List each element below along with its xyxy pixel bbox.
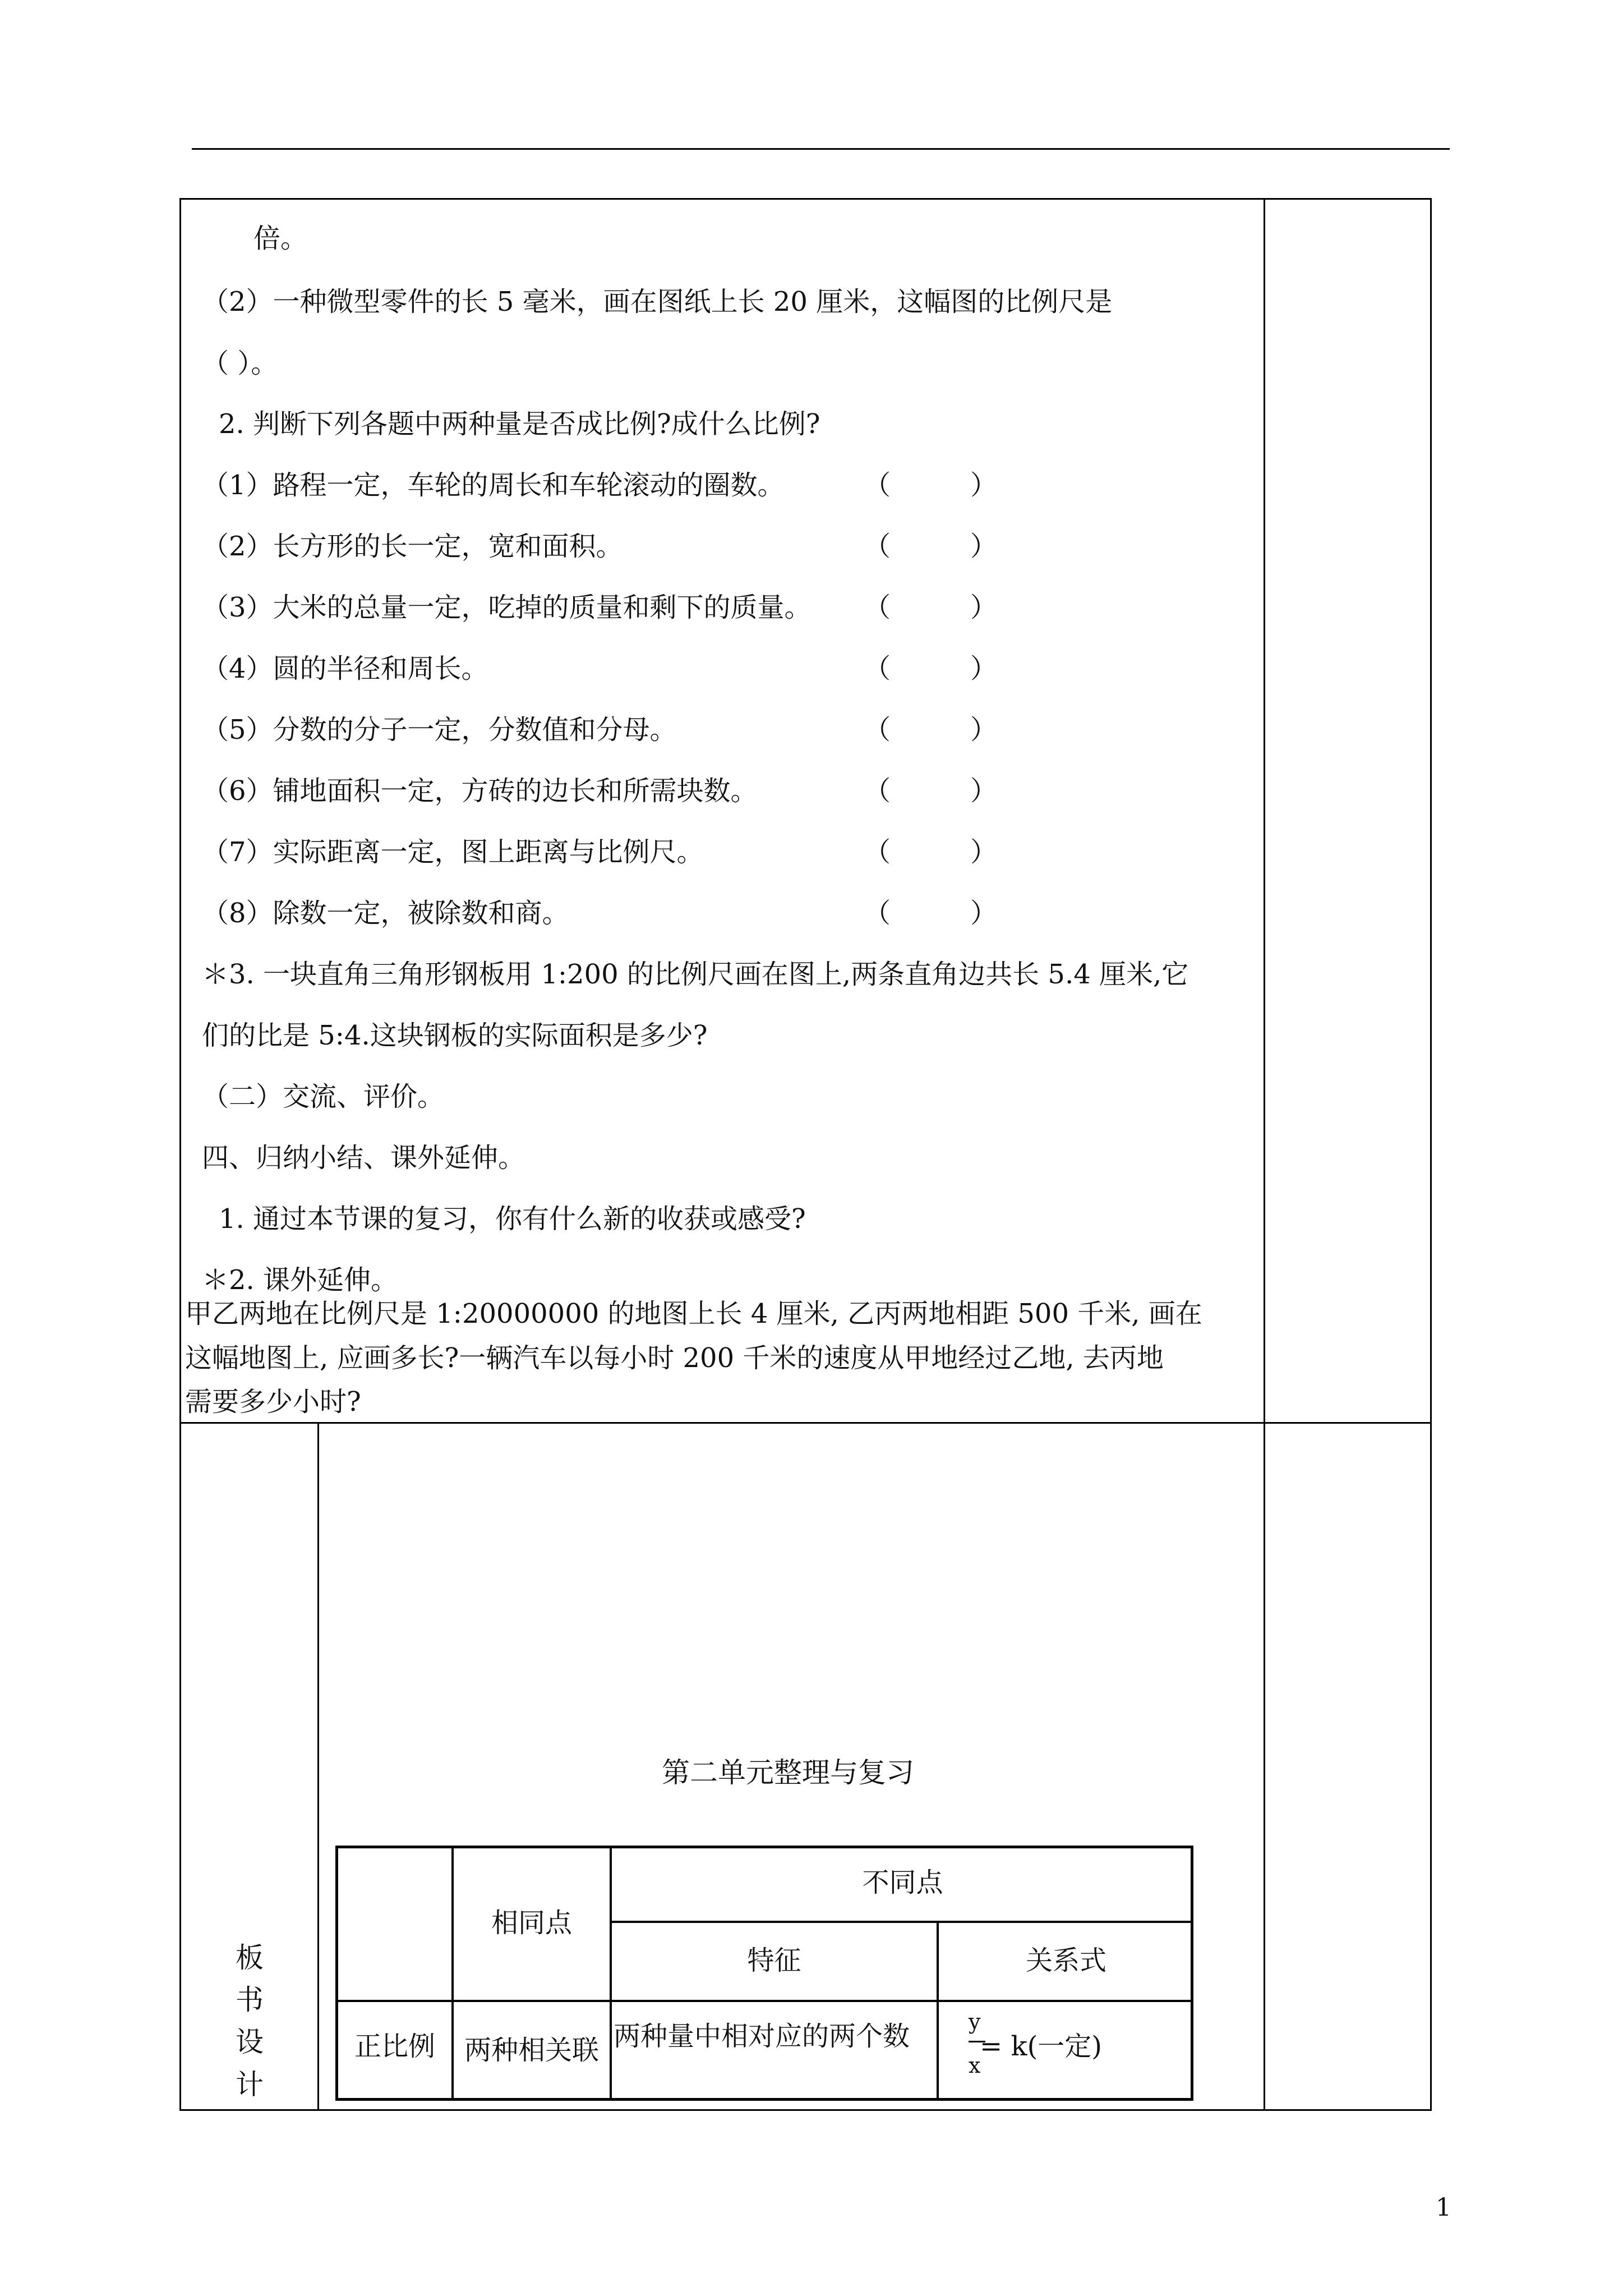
answer-paren-right: ） — [970, 531, 998, 562]
question-3-line-2: 们的比是 5:4.这块钢板的实际面积是多少? — [202, 1020, 708, 1051]
question-3-line-1: ＊3. 一块直角三角形钢板用 1:200 的比例尺画在图上,两条直角边共长 5.4 厘米,它 — [202, 959, 1189, 990]
row-feature: 两种量中相对应的两个数 — [614, 2021, 910, 2052]
extension-problem-line: 这幅地图上, 应画多长?一辆汽车以每小时 200 千米的速度从甲地经过乙地, 去丙地 — [185, 1342, 1164, 1374]
board-label-char: 计 — [236, 2068, 264, 2101]
text-line: （2）一种微型零件的长 5 毫米，画在图纸上长 20 厘米，这幅图的比例尺是 — [202, 286, 1113, 318]
answer-paren-right: ） — [970, 592, 998, 623]
question-heading: 2. 判断下列各题中两种量是否成比例?成什么比例? — [219, 408, 820, 440]
header-relation: 关系式 — [1025, 1945, 1106, 1976]
fraction-numerator: y — [969, 2009, 981, 2034]
section-heading: （二）交流、评价。 — [202, 1081, 445, 1112]
header-rule — [192, 148, 1450, 150]
right-column-divider — [1264, 198, 1265, 2111]
answer-paren-left: （ — [864, 898, 891, 929]
header-feature: 特征 — [747, 1945, 801, 1976]
board-label-char: 书 — [236, 1984, 264, 2016]
answer-paren-left: （ — [864, 714, 891, 746]
board-title: 第二单元整理与复习 — [662, 1756, 914, 1789]
judge-item: （2）长方形的长一定，宽和面积。 — [202, 531, 623, 562]
text-line: （ ）。 — [202, 348, 278, 379]
answer-paren-left: （ — [864, 470, 891, 501]
judge-item: （3）大米的总量一定，吃掉的质量和剩下的质量。 — [202, 592, 811, 623]
side-label-divider — [317, 1422, 319, 2111]
answer-paren-left: （ — [864, 531, 891, 562]
summary-item: 1. 通过本节课的复习，你有什么新的收获或感受? — [219, 1203, 806, 1235]
judge-item: （4）圆的半径和周长。 — [202, 653, 488, 684]
answer-paren-left: （ — [864, 653, 891, 684]
judge-item: （8）除数一定，被除数和商。 — [202, 898, 569, 929]
answer-paren-left: （ — [864, 592, 891, 623]
extension-problem-line: 需要多少小时? — [185, 1386, 361, 1418]
page-number: 1 — [1436, 2193, 1451, 2222]
header-different: 不同点 — [862, 1867, 943, 1898]
answer-paren-right: ） — [970, 836, 998, 868]
judge-item: （1）路程一定，车轮的周长和车轮滚动的圈数。 — [202, 470, 785, 501]
answer-paren-left: （ — [864, 836, 891, 868]
answer-paren-right: ） — [970, 775, 998, 807]
judge-item: （7）实际距离一定，图上距离与比例尺。 — [202, 836, 704, 868]
board-label-char: 设 — [236, 2026, 264, 2058]
answer-paren-right: ） — [970, 898, 998, 929]
answer-paren-left: （ — [864, 775, 891, 807]
summary-item: ＊2. 课外延伸。 — [202, 1264, 398, 1296]
table-line — [610, 1921, 1193, 1923]
answer-paren-right: ） — [970, 653, 998, 684]
judge-item: （6）铺地面积一定，方砖的边长和所需块数。 — [202, 775, 758, 807]
extension-problem-line: 甲乙两地在比例尺是 1:20000000 的地图上长 4 厘米, 乙丙两地相距 500 千米, 画在 — [185, 1298, 1202, 1329]
row-same: 两种相关联 — [464, 2035, 599, 2066]
table-line — [335, 2000, 1193, 2002]
row-label-direct-proportion: 正比例 — [354, 2031, 435, 2062]
judge-item: （5）分数的分子一定，分数值和分母。 — [202, 714, 677, 746]
fraction-denominator: x — [969, 2053, 981, 2078]
text-line: 倍。 — [253, 223, 308, 254]
relation-formula: = k(一定) — [980, 2031, 1103, 2062]
section-heading: 四、归纳小结、课外延伸。 — [202, 1142, 525, 1174]
row-divider — [179, 1422, 1432, 1424]
answer-paren-right: ） — [970, 714, 998, 746]
answer-paren-right: ） — [970, 470, 998, 501]
header-same: 相同点 — [491, 1907, 572, 1939]
board-label-char: 板 — [236, 1941, 264, 1974]
